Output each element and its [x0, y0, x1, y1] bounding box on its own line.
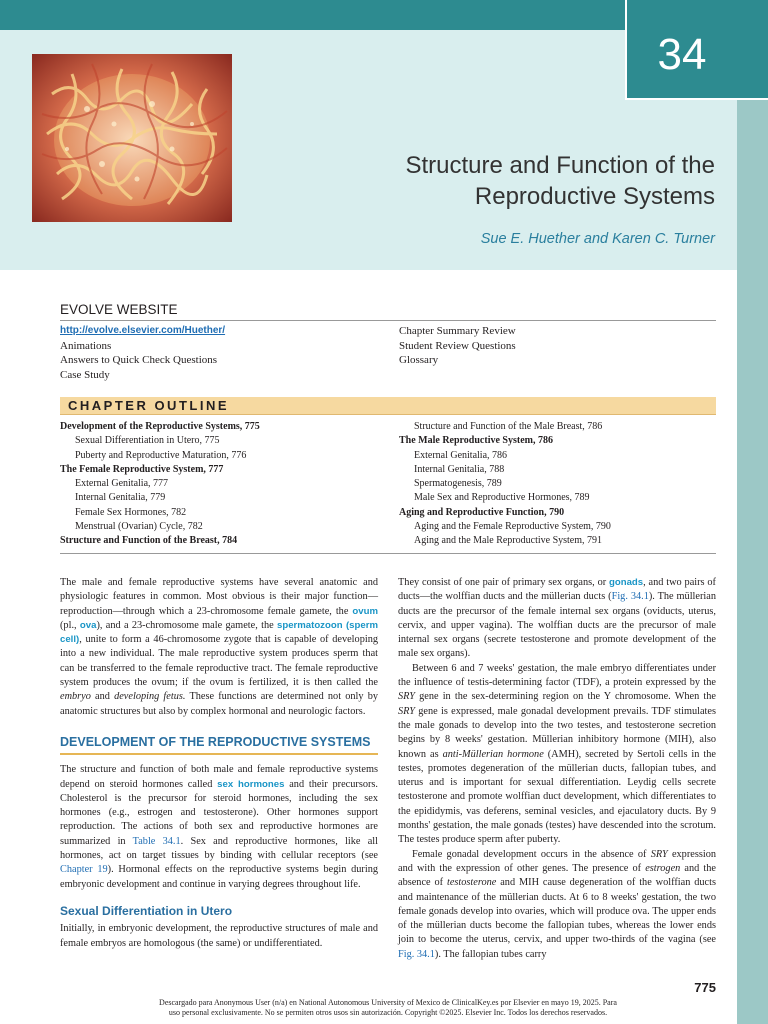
keyword-ova[interactable]: ova: [79, 619, 97, 631]
evolve-link[interactable]: http://evolve.elsevier.com/Huether/: [60, 325, 226, 336]
evolve-heading: EVOLVE WEBSITE: [60, 302, 178, 317]
outline-item: Aging and the Female Reproductive System, 790: [414, 521, 611, 533]
outline-divider: [60, 553, 716, 554]
outline-item: Female Sex Hormones, 782: [75, 506, 187, 518]
side-color-band: [737, 0, 768, 1024]
micrograph-illustration: [32, 54, 232, 222]
outline-item: Menstrual (Ovarian) Cycle, 782: [75, 521, 203, 533]
outline-item: External Genitalia, 786: [414, 449, 508, 461]
footer-line-1: Descargado para Anonymous User (n/a) en National Autonomous University of Mexico de ClinicalKey.es por Elsevier en mayo 19, 2025. Para: [159, 998, 617, 1007]
keyword-gonads[interactable]: gonads: [609, 577, 644, 588]
chapter-reference-link[interactable]: Chapter 19: [60, 864, 108, 876]
figure-reference-link[interactable]: Fig. 34.1: [398, 948, 435, 960]
male-development-paragraph: Between 6 and 7 weeks' gestation, the male embryo differentiates under the influence of testis-determining factor (TDF), a protein expressed by the SRY gene in the sex-determining region on the Y chromosome. When the SRY gene is expressed, male gonadal development prevails. TDF stimulates the male gonads to develop into the two testes, and testosterone secretion begins by 8 weeks' gestation. Müllerian inhibitory hormone (MIH), also known as anti-Müllerian hormone (AMH), secreted by Sertoli cells in the testes, promotes degeneration of the müllerian ducts, fallopian tubes, and uterus and is important for sexual differentiation. Leydig cells secrete testosterone and promote wolffian duct development, which differentiates to the epididymis, vas deferens, seminal vesicles, and ejaculatory ducts. By 9 months' gestation, the male gonads (testes) have descended into the scrotum. The testes produce sperm after puberty.: [398, 662, 716, 846]
evolve-item: Chapter Summary Review: [399, 325, 516, 337]
outline-item: Aging and Reproductive Function, 790: [399, 506, 565, 518]
chapter-number: 34: [657, 30, 707, 79]
keyword-sex-hormones[interactable]: sex hormones: [217, 778, 285, 790]
differentiation-paragraph: Initially, in embryonic development, the reproductive structures of male and female embryos are homologous (the same) or undifferentiated.: [60, 923, 378, 949]
footer-line-2: uso personal exclusivamente. No se permiten otros usos sin autorización. Copyright ©2025. Elsevier Inc. Todos los derechos reservados.: [168, 1008, 608, 1017]
outline-item: Internal Genitalia, 779: [75, 492, 166, 504]
outline-item: Structure and Function of the Male Breast, 786: [414, 421, 603, 432]
keyword-spermatozoon[interactable]: spermatozoon (sperm cell): [60, 619, 378, 646]
outline-item: Structure and Function of the Breast, 784: [60, 535, 238, 547]
evolve-right-column: [399, 324, 516, 368]
evolve-item: Case Study: [60, 368, 110, 381]
body-right-column: [398, 576, 716, 962]
outline-item: Aging and the Male Reproductive System, 791: [414, 535, 603, 547]
outline-item: The Female Reproductive System, 777: [60, 463, 224, 475]
outline-item: The Male Reproductive System, 786: [399, 435, 553, 447]
section-heading-rule: [60, 753, 378, 755]
outline-item: Spermatogenesis, 789: [414, 478, 502, 490]
outline-item: External Genitalia, 777: [75, 478, 169, 490]
chapter-number-box: [625, 0, 768, 100]
evolve-left-column: [60, 324, 225, 382]
evolve-item: Student Review Questions: [399, 339, 516, 352]
outline-left-column: [60, 420, 260, 549]
chapter-authors: Sue E. Huether and Karen C. Turner: [480, 231, 715, 247]
gonads-paragraph: They consist of one pair of primary sex organs, or gonads, and two pairs of ducts—the wolffian ducts and the müllerian ducts (Fig. 34.1). The müllerian ducts are the precursor of the female internal sex organs (oviducts, uterus, cervix, and upper vagina). The wolffian ducts are the precursor of male internal sex organs (secrete testosterone and promote development of the male sex organs).: [398, 577, 716, 660]
section-heading: DEVELOPMENT OF THE REPRODUCTIVE SYSTEMS: [60, 734, 371, 749]
chapter-outline-heading: CHAPTER OUTLINE: [68, 398, 229, 413]
table-reference-link[interactable]: Table 34.1: [132, 835, 181, 847]
figure-reference-link[interactable]: Fig. 34.1: [611, 591, 649, 603]
outline-item: Development of the Reproductive Systems, 775: [60, 421, 260, 432]
body-left-column: [60, 576, 378, 951]
female-development-paragraph: Female gonadal development occurs in the absence of SRY expression and with the expression of other genes. The presence of estrogen and the absence of testosterone and MIH cause degeneration of the wolffian ducts and maintenance of the müllerian ducts. At 6 to 8 weeks' gestation, the two female gonads develop into ovaries, which will produce ova. The upper ends of the müllerian ducts become the fallopian tubes, whereas the lower ends join to become the uterus, cervix, and upper two-thirds of the vagina (see Fig. 34.1). The fallopian tubes carry: [398, 848, 716, 960]
evolve-item: Animations: [60, 339, 112, 352]
chapter-title: [330, 150, 715, 212]
download-footer: [60, 998, 716, 1018]
outline-item: Sexual Differentiation in Utero, 775: [75, 435, 220, 447]
evolve-item: Glossary: [399, 354, 439, 366]
outline-item: Male Sex and Reproductive Hormones, 789: [414, 492, 590, 504]
outline-item: Puberty and Reproductive Maturation, 776: [75, 449, 247, 461]
chapter-outline-bar: [60, 397, 716, 415]
outline-right-column: [399, 420, 611, 549]
subsection-heading: Sexual Differentiation in Utero: [60, 903, 233, 918]
page-number: 775: [694, 980, 716, 995]
chapter-title-line-2: Reproductive Systems: [474, 183, 715, 210]
chapter-title-line-1: Structure and Function of the: [405, 152, 715, 179]
development-paragraph: The structure and function of both male and female reproductive systems depend on steroid hormones called sex hormones and their precursors. Cholesterol is the precursor for steroid hormones, including the sex hormones (e.g., estrogen and testosterone). Other hormones support reproduction. The actions of both sex and reproductive hormones are summarized in Table 34.1. Sex and reproductive hormones, like all hormones, act on target tissues by binding with cellular receptors (see Chapter 19). Hormonal effects on the reproductive systems begin during embryonic development and continue in varying degrees throughout life.: [60, 764, 378, 890]
chapter-cover-image: [32, 54, 232, 222]
evolve-divider: [60, 320, 716, 321]
keyword-ovum[interactable]: ovum: [352, 605, 378, 617]
evolve-item: Answers to Quick Check Questions: [60, 354, 218, 366]
outline-item: Internal Genitalia, 788: [414, 463, 505, 475]
intro-paragraph: The male and female reproductive systems have several anatomic and physiologic features in common. Most obvious is their major function—reproduction—through which a 23-chromosome female gamete, the ovum (pl., ova), and a 23-chromosome male gamete, the spermatozoon (sperm cell), unite to form a 46-chromosome zygote that is capable of developing into a new individual. The male reproductive system produces sperm that can be transferred to the female reproductive tract. The female reproductive system produces the ovum; if the ovum is fertilized, it is then called the embryo and developing fetus. These functions are determined not only by anatomic structures but also by complex hormonal and neurologic factors.: [60, 577, 379, 717]
